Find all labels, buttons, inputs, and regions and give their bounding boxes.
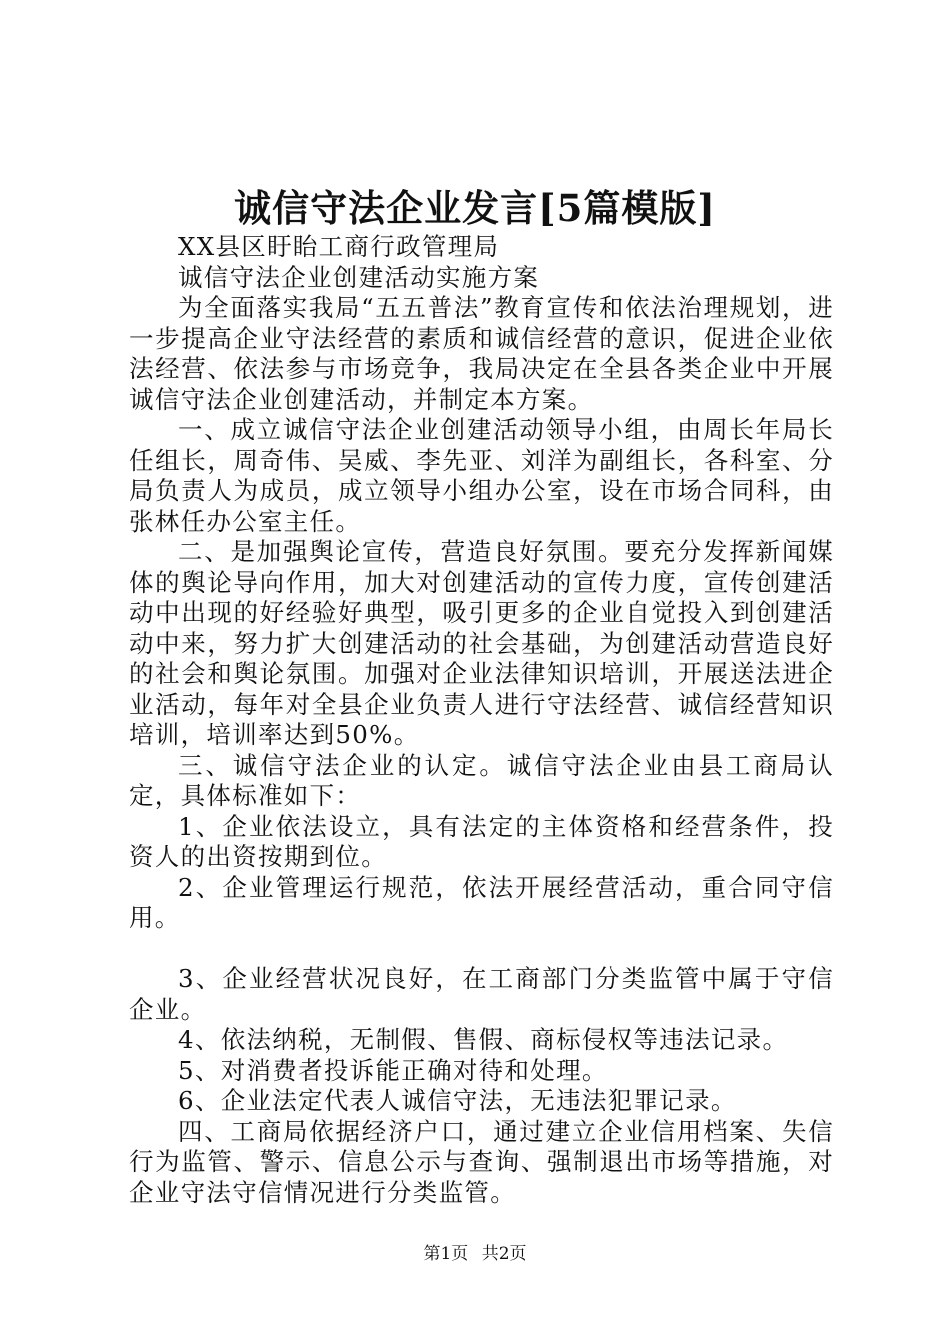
paragraph-organization: XX县区盱眙工商行政管理局 [178,232,500,261]
paragraph-criterion-6: 6、企业法定代表人诚信守法，无违法犯罪记录。 [178,1086,737,1115]
paragraph-intro: 为全面落实我局“五五普法”教育宣传和依法治理规划，进一步提高企业守法经营的素质和诚信经营的意识，促进企业依法经营、依法参与市场竞争，我局决定在全县各类企业中开展诚信守法企业创建活动，并制定本方案。 [129,293,834,414]
paragraph-criterion-3: 3、企业经营状况良好，在工商部门分类监管中属于守信企业。 [129,964,834,1024]
paragraph-plan-name: 诚信守法企业创建活动实施方案 [178,262,540,292]
paragraph-criterion-2: 2、企业管理运行规范，依法开展经营活动，重合同守信用。 [129,872,834,932]
paragraph-criterion-4: 4、依法纳税，无制假、售假、商标侵权等违法记录。 [178,1025,789,1054]
paragraph-section-1: 一、成立诚信守法企业创建活动领导小组，由周长年局长任组长，周奇伟、吴威、李先亚、刘洋为副组长，各科室、分局负责人为成员，成立领导小组办公室，设在市场合同科，由张林任办公室主任。 [129,415,834,536]
paragraph-section-3: 三、诚信守法企业的认定。诚信守法企业由县工商局认定，具体标准如下： [129,750,834,810]
paragraph-criterion-5: 5、对消费者投诉能正确对待和处理。 [178,1055,608,1085]
blank-line [129,934,834,965]
document-body [129,232,834,1208]
paragraph-section-4: 四、工商局依据经济户口，通过建立企业信用档案、失信行为监管、警示、信息公示与查询、强制退出市场等措施，对企业守法守信情况进行分类监管。 [129,1116,834,1207]
page-total: 共2页 [481,1244,527,1264]
page-number: 第1页 [423,1244,469,1264]
paragraph-criterion-1: 1、企业依法设立，具有法定的主体资格和经营条件，投资人的出资按期到位。 [129,811,834,871]
page-footer [0,1243,950,1265]
paragraph-section-2: 二、是加强舆论宣传，营造良好氛围。要充分发挥新闻媒体的舆论导向作用，加大对创建活动的宣传力度，宣传创建活动中出现的好经验好典型，吸引更多的企业自觉投入到创建活动中来，努力扩大创建活动的社会基础，为创建活动营造良好的社会和舆论氛围。加强对企业法律知识培训，开展送法进企业活动，每年对全县企业负责人进行守法经营、诚信经营知识培训，培训率达到50%。 [129,537,834,749]
document-title: 诚信守法企业发言[5篇模版] [234,186,716,230]
